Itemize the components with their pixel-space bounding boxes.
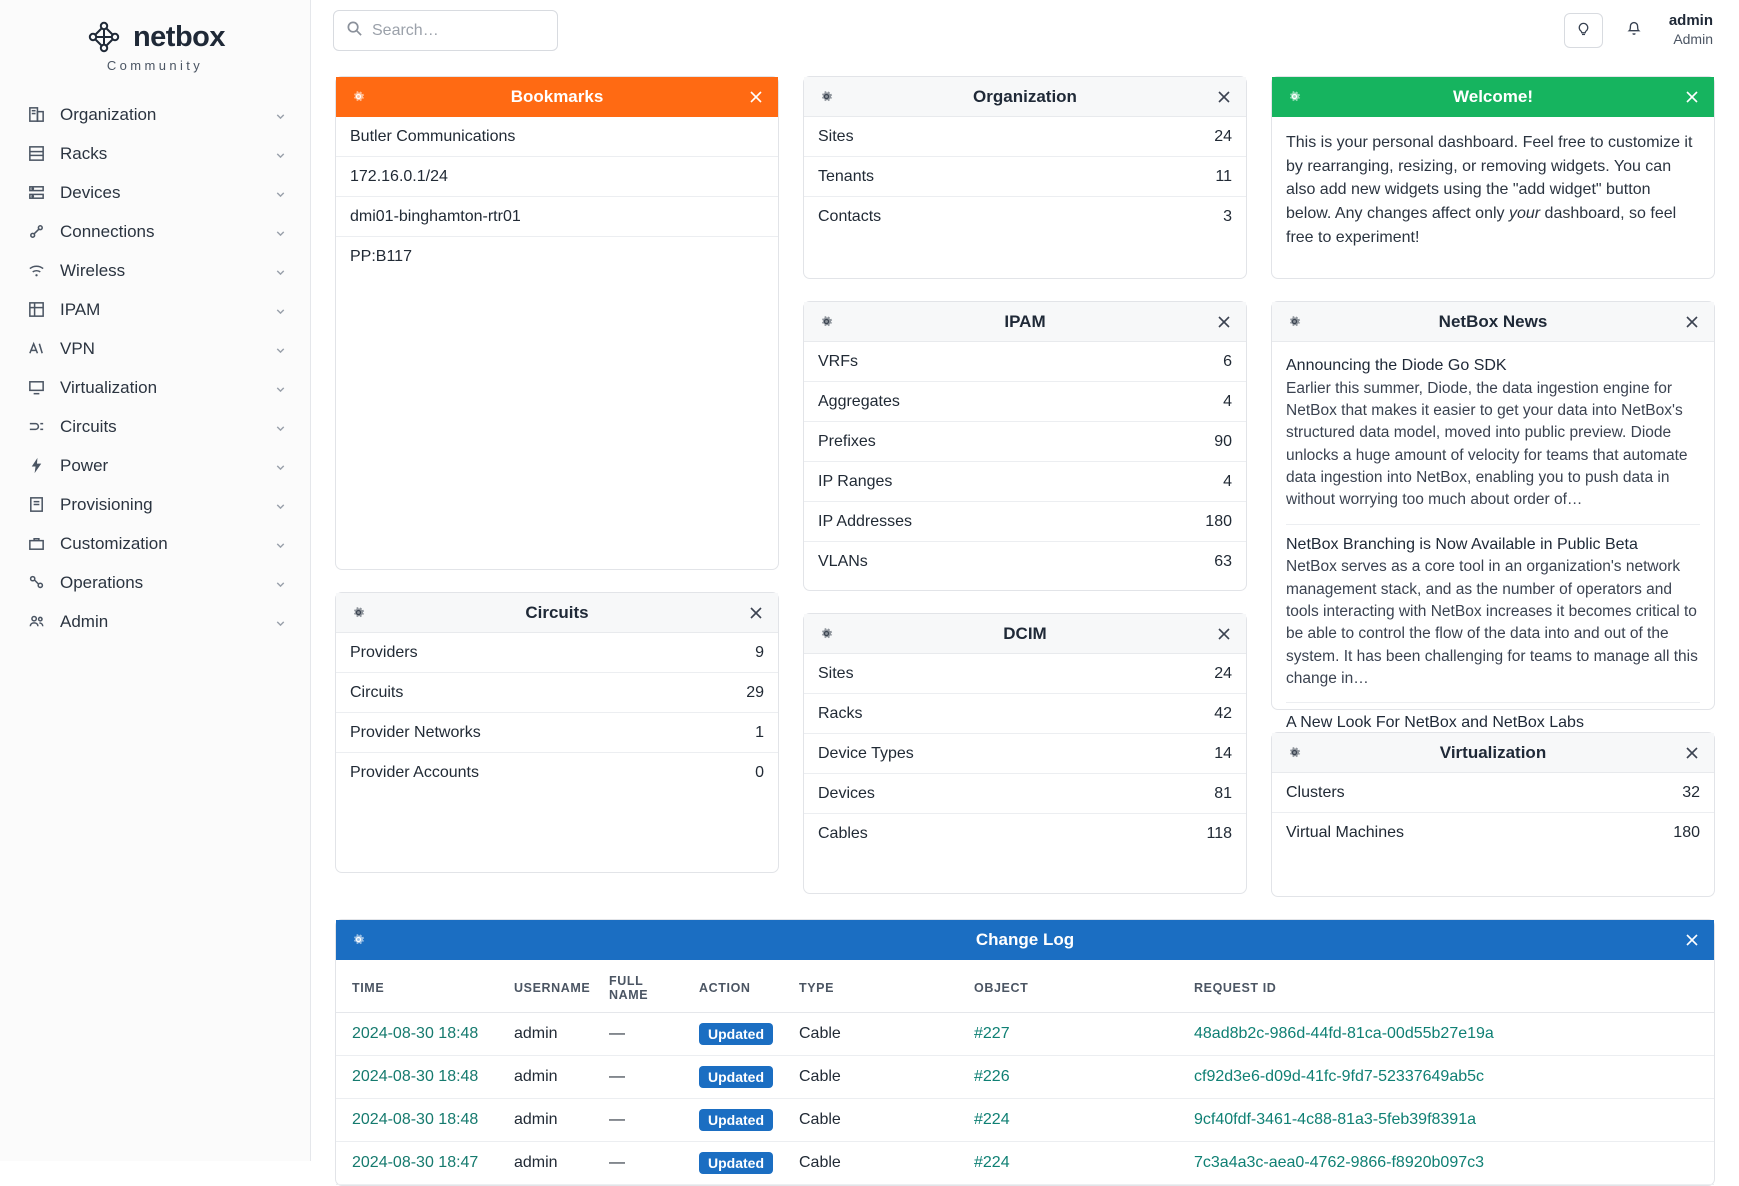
changelog-username: admin	[506, 1142, 601, 1185]
widget-header	[804, 614, 1246, 654]
notifications-button[interactable]	[1617, 13, 1651, 48]
dashboard-scroll	[311, 62, 1739, 1171]
list-item[interactable]	[804, 774, 1246, 814]
column-header-request-id: REQUEST ID	[1186, 960, 1714, 1013]
bookmark-label: Butler Communications	[350, 127, 516, 145]
dashboard	[311, 62, 1739, 1186]
stat-value: 6	[1223, 352, 1232, 370]
rack-icon	[26, 144, 46, 164]
widget-netbox-news	[1271, 301, 1715, 732]
sidebar-item-devices[interactable]	[6, 173, 304, 212]
news-entry[interactable]	[1286, 346, 1700, 525]
user-role: Admin	[1673, 31, 1713, 48]
changelog-username: admin	[506, 1099, 601, 1142]
widget-change-log	[335, 919, 1715, 1186]
stat-label: Clusters	[1286, 783, 1345, 801]
chevron-down-icon	[274, 186, 288, 200]
lightbulb-icon	[1575, 20, 1592, 42]
changelog-request-id-link[interactable]: cf92d3e6-d09d-41fc-9fd7-52337649ab5c	[1194, 1068, 1485, 1085]
sidebar-item-virtualization[interactable]	[6, 368, 304, 407]
close-icon[interactable]	[746, 87, 766, 107]
stat-value: 90	[1214, 432, 1232, 450]
widget-title: Change Log	[975, 929, 1075, 949]
close-icon[interactable]	[1682, 312, 1702, 332]
gear-icon[interactable]	[816, 624, 836, 644]
news-summary: Earlier this summer, Diode, the data ingestion engine for NetBox that makes it easier to get your data into NetBox's structured data model, moved into public preview. Diode unlocks a huge amount of velocity for teams that automate data ingestion into NetBox, enabling you to push data in without worrying too much about order of…	[1286, 379, 1688, 509]
changelog-fullname: —	[601, 1142, 691, 1185]
widget-virtualization	[1271, 732, 1715, 897]
close-icon[interactable]	[1682, 87, 1702, 107]
sidebar-item-provisioning[interactable]	[6, 485, 304, 524]
changelog-time-link[interactable]: 2024-08-30 18:47	[352, 1154, 479, 1171]
stat-label: Aggregates	[818, 392, 900, 410]
changelog-request-id-link[interactable]: 48ad8b2c-986d-44fd-81ca-00d55b27e19a	[1194, 1025, 1494, 1042]
close-icon[interactable]	[1682, 930, 1702, 950]
welcome-text-after: dashboard, so feel free to experiment!	[1286, 205, 1677, 246]
ipam-stats	[804, 342, 1246, 582]
sidebar-label: VPN	[60, 338, 95, 358]
server-icon	[26, 183, 46, 203]
changelog-username: admin	[506, 1056, 601, 1099]
power-icon	[26, 456, 46, 476]
widget-header	[336, 920, 1714, 960]
stat-value: 42	[1214, 704, 1232, 722]
widget-title: Virtualization	[1439, 742, 1547, 762]
changelog-type: Cable	[791, 1013, 966, 1056]
bookmark-label: 172.16.0.1/24	[350, 167, 448, 185]
list-item[interactable]	[804, 342, 1246, 382]
sidebar-item-ipam[interactable]	[6, 290, 304, 329]
changelog-username: admin	[506, 1013, 601, 1056]
briefcase-icon	[26, 534, 46, 554]
news-title: A New Look For NetBox and NetBox Labs	[1286, 714, 1584, 732]
gear-icon[interactable]	[816, 87, 836, 107]
stat-value: 24	[1214, 127, 1232, 145]
chevron-down-icon	[274, 459, 288, 473]
user-menu[interactable]	[1665, 12, 1713, 48]
stat-label: VRFs	[818, 352, 858, 370]
list-item[interactable]	[804, 654, 1246, 694]
chevron-down-icon	[274, 303, 288, 317]
list-item[interactable]	[804, 382, 1246, 422]
list-item[interactable]	[336, 197, 778, 237]
sidebar-label: Power	[60, 455, 109, 475]
sidebar-label: Customization	[60, 533, 168, 553]
list-item[interactable]	[336, 157, 778, 197]
theme-toggle-button[interactable]	[1564, 13, 1603, 48]
column-header-type: TYPE	[791, 960, 966, 1013]
chevron-down-icon	[274, 420, 288, 434]
stat-value: 14	[1214, 744, 1232, 762]
chevron-down-icon	[274, 342, 288, 356]
sidebar-label: Virtualization	[60, 377, 158, 397]
sidebar-item-power[interactable]	[6, 446, 304, 485]
list-item[interactable]	[804, 814, 1246, 854]
ipam-icon	[26, 300, 46, 320]
stat-value: 180	[1673, 824, 1700, 841]
sidebar-item-organization[interactable]	[6, 95, 304, 134]
gear-icon[interactable]	[816, 312, 836, 332]
file-icon	[26, 495, 46, 515]
status-badge: Updated	[699, 1023, 773, 1045]
sidebar-label: Devices	[60, 182, 121, 202]
stat-label: IP Addresses	[818, 512, 912, 530]
table-header-row	[336, 960, 1714, 1013]
widget-bookmarks	[335, 76, 779, 570]
changelog-time-link[interactable]: 2024-08-30 18:48	[352, 1025, 479, 1042]
sidebar-label: Organization	[60, 104, 157, 124]
stat-value: 32	[1682, 783, 1700, 801]
table-row[interactable]	[336, 1142, 1714, 1185]
widget-header	[804, 77, 1246, 117]
news-entry[interactable]	[1286, 525, 1700, 704]
news-title: Announcing the Diode Go SDK	[1286, 357, 1507, 374]
widget-title: DCIM	[1003, 623, 1047, 643]
list-item[interactable]	[804, 422, 1246, 462]
stat-label: Provider Accounts	[350, 764, 479, 781]
widget-header	[804, 302, 1246, 342]
news-title: NetBox Branching is Now Available in Public Beta	[1286, 535, 1638, 553]
search-input[interactable]	[372, 22, 547, 40]
dashboard-column-right	[1271, 76, 1715, 897]
sidebar	[0, 0, 311, 1161]
stat-label: Cables	[818, 825, 868, 842]
changelog-time-link[interactable]: 2024-08-30 18:48	[352, 1068, 479, 1085]
widget-header	[1272, 77, 1714, 117]
widget-title: NetBox News	[1438, 311, 1548, 331]
search-icon	[346, 20, 363, 42]
chevron-down-icon	[274, 537, 288, 551]
list-item[interactable]	[804, 462, 1246, 502]
sidebar-item-customization[interactable]	[6, 524, 304, 563]
widget-header	[1272, 733, 1714, 773]
search-box[interactable]	[333, 10, 558, 51]
status-badge: Updated	[699, 1109, 773, 1131]
wifi-icon	[26, 261, 46, 281]
sidebar-label: Connections	[60, 221, 155, 241]
sidebar-item-operations[interactable]	[6, 563, 304, 602]
column-header-time: TIME	[336, 960, 506, 1013]
stat-label: Devices	[818, 784, 875, 802]
widget-header	[336, 77, 778, 117]
user-name: admin	[1668, 12, 1713, 30]
operations-icon	[26, 573, 46, 593]
news-list	[1272, 342, 1714, 754]
list-item[interactable]	[804, 197, 1246, 237]
welcome-text-before: This is your personal dashboard. Feel free to customize it by rearranging, resizing, or removing widgets. You can also add new widgets using the "add widget" button below. Any changes affect only	[1286, 134, 1693, 223]
stat-value: 4	[1223, 392, 1232, 410]
sidebar-item-racks[interactable]	[6, 134, 304, 173]
list-item[interactable]	[804, 117, 1246, 157]
gear-icon[interactable]	[1284, 312, 1304, 332]
dashboard-column-middle	[803, 76, 1247, 894]
sidebar-label: Circuits	[60, 416, 117, 436]
widget-title: Organization	[973, 86, 1077, 106]
list-item[interactable]	[336, 753, 778, 793]
stat-label: Providers	[350, 643, 418, 661]
widget-ipam	[803, 301, 1247, 591]
news-summary: NetBox serves as a core tool in an organization's network management stack, and as the number of operators and tools interacting with NetBox increases it becomes critical to be able to control the flow of the data into and out of the system. It has been challenging for teams to manage all this change in…	[1286, 558, 1698, 688]
chevron-down-icon	[274, 381, 288, 395]
gear-icon[interactable]	[1284, 87, 1304, 107]
list-item[interactable]	[1272, 813, 1714, 853]
changelog-type: Cable	[791, 1099, 966, 1142]
table-row[interactable]	[336, 1056, 1714, 1099]
changelog-object-link[interactable]: #227	[974, 1025, 1010, 1042]
widget-title: Circuits	[525, 602, 589, 622]
stat-label: Device Types	[818, 744, 914, 762]
circuits-stats	[336, 633, 778, 793]
stat-label: Sites	[818, 664, 854, 682]
stat-value: 11	[1215, 167, 1232, 185]
stat-label: Prefixes	[818, 432, 876, 450]
widget-welcome	[1271, 76, 1715, 279]
change-log-table	[336, 960, 1714, 1185]
list-item[interactable]	[336, 633, 778, 673]
stat-value: 180	[1205, 512, 1232, 530]
gear-icon[interactable]	[1284, 743, 1304, 763]
top-bar	[311, 0, 1739, 62]
changelog-fullname: —	[601, 1013, 691, 1056]
welcome-emphasis: your	[1508, 205, 1541, 223]
stat-label: Sites	[818, 127, 854, 145]
widget-header	[336, 593, 778, 633]
domain-icon	[26, 105, 46, 125]
sidebar-label: Operations	[60, 572, 144, 592]
sidebar-label: IPAM	[60, 299, 101, 319]
widget-dcim	[803, 613, 1247, 894]
bookmark-list	[336, 117, 778, 277]
stat-label: Tenants	[818, 167, 875, 185]
list-item[interactable]	[336, 237, 778, 277]
changelog-object-link[interactable]: #224	[974, 1111, 1010, 1128]
stat-label: Provider Networks	[350, 723, 481, 741]
stat-label: Contacts	[818, 208, 882, 225]
connections-icon	[26, 222, 46, 242]
chevron-down-icon	[274, 108, 288, 122]
status-badge: Updated	[699, 1066, 773, 1088]
sidebar-item-connections[interactable]	[6, 212, 304, 251]
stat-label: Virtual Machines	[1286, 824, 1404, 841]
gear-icon[interactable]	[348, 87, 368, 107]
sidebar-label: Wireless	[60, 260, 126, 280]
virtualization-stats	[1272, 773, 1714, 853]
stat-label: VLANs	[818, 553, 868, 570]
widget-header	[1272, 302, 1714, 342]
changelog-fullname: —	[601, 1056, 691, 1099]
vpn-icon	[26, 339, 46, 359]
close-icon[interactable]	[1214, 87, 1234, 107]
widget-organization	[803, 76, 1247, 279]
chevron-down-icon	[274, 576, 288, 590]
netbox-logo-icon	[85, 18, 123, 56]
sidebar-item-admin[interactable]	[6, 602, 304, 641]
table-row[interactable]	[336, 1099, 1714, 1142]
close-icon[interactable]	[1682, 743, 1702, 763]
changelog-object-link[interactable]: #226	[974, 1068, 1010, 1085]
list-item[interactable]	[1272, 773, 1714, 813]
stat-value: 1	[755, 723, 764, 741]
sidebar-label: Admin	[60, 611, 109, 631]
column-header-fullname: FULL NAME	[601, 960, 691, 1013]
stat-value: 118	[1206, 825, 1232, 842]
chevron-down-icon	[274, 147, 288, 161]
stat-label: Circuits	[350, 683, 404, 701]
organization-stats	[804, 117, 1246, 237]
column-header-object: OBJECT	[966, 960, 1186, 1013]
sidebar-label: Racks	[60, 143, 108, 163]
brand-subtitle: Community	[106, 58, 204, 73]
list-item[interactable]	[804, 502, 1246, 542]
gear-icon[interactable]	[348, 603, 368, 623]
welcome-text	[1272, 117, 1714, 265]
list-item[interactable]	[336, 673, 778, 713]
changelog-fullname: —	[601, 1099, 691, 1142]
monitor-icon	[26, 378, 46, 398]
stat-value: 0	[755, 764, 764, 781]
gear-icon[interactable]	[348, 930, 368, 950]
chevron-down-icon	[274, 225, 288, 239]
list-item[interactable]	[804, 157, 1246, 197]
bell-icon	[1625, 19, 1643, 42]
close-icon[interactable]	[746, 603, 766, 623]
widget-title: IPAM	[1004, 311, 1046, 331]
users-icon	[26, 612, 46, 632]
changelog-type: Cable	[791, 1056, 966, 1099]
stat-value: 3	[1223, 208, 1232, 225]
bookmark-label: PP:B117	[350, 248, 412, 265]
dcim-stats	[804, 654, 1246, 854]
stat-value: 4	[1223, 472, 1232, 490]
status-badge: Updated	[699, 1152, 773, 1174]
widget-title: Welcome!	[1453, 86, 1533, 106]
sidebar-nav	[0, 95, 310, 641]
brand-name: netbox	[132, 20, 226, 53]
stat-label: IP Ranges	[818, 472, 893, 490]
changelog-request-id-link[interactable]: 7c3a4a3c-aea0-4762-9866-f8920b097c3	[1194, 1154, 1485, 1171]
list-item[interactable]	[336, 713, 778, 753]
list-item[interactable]	[336, 117, 778, 157]
list-item[interactable]	[804, 694, 1246, 734]
changelog-type: Cable	[791, 1142, 966, 1185]
brand-logo[interactable]	[0, 8, 310, 95]
main-area	[311, 0, 1739, 1171]
table-row[interactable]	[336, 1013, 1714, 1056]
sidebar-label: Provisioning	[60, 494, 153, 514]
close-icon[interactable]	[1214, 624, 1234, 644]
stat-label: Racks	[818, 704, 863, 722]
stat-value: 9	[755, 643, 764, 661]
changelog-object-link[interactable]: #224	[974, 1154, 1010, 1171]
list-item[interactable]	[804, 542, 1246, 582]
close-icon[interactable]	[1214, 312, 1234, 332]
column-header-username: USERNAME	[506, 960, 601, 1013]
widget-title: Bookmarks	[510, 86, 604, 106]
changelog-request-id-link[interactable]: 9cf40fdf-3461-4c88-81a3-5feb39f8391a	[1194, 1111, 1476, 1128]
stat-value: 63	[1214, 553, 1232, 570]
stat-value: 29	[746, 683, 764, 701]
sidebar-item-vpn[interactable]	[6, 329, 304, 368]
stat-value: 24	[1214, 664, 1232, 682]
column-header-action: ACTION	[691, 960, 791, 1013]
chevron-down-icon	[274, 615, 288, 629]
chevron-down-icon	[274, 264, 288, 278]
chevron-down-icon	[274, 498, 288, 512]
circuits-icon	[26, 417, 46, 437]
widget-circuits	[335, 592, 779, 873]
sidebar-item-wireless[interactable]	[6, 251, 304, 290]
stat-value: 81	[1214, 784, 1232, 802]
dashboard-column-left	[335, 76, 779, 873]
bookmark-label: dmi01-binghamton-rtr01	[350, 207, 521, 225]
changelog-time-link[interactable]: 2024-08-30 18:48	[352, 1111, 479, 1128]
sidebar-item-circuits[interactable]	[6, 407, 304, 446]
list-item[interactable]	[804, 734, 1246, 774]
